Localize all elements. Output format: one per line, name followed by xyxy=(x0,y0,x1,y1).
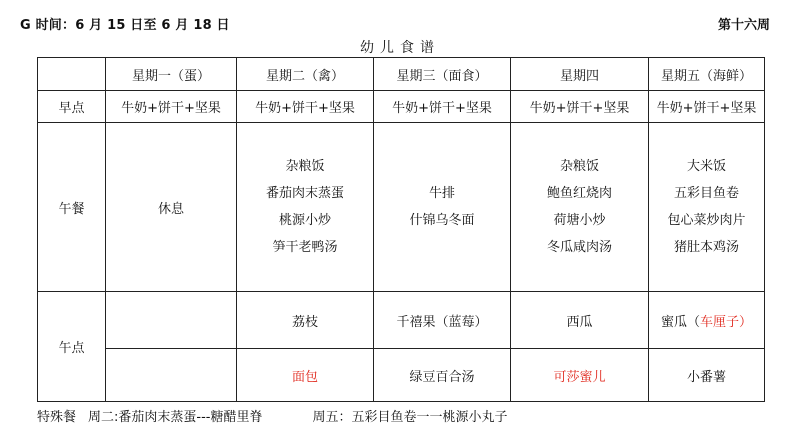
breakfast-tuesday: 牛奶+饼干+坚果 xyxy=(237,91,374,123)
special-meal-tuesday: 周二:番茄肉末蒸蛋---糖醋里脊 xyxy=(88,410,263,425)
breakfast-monday: 牛奶+饼干+坚果 xyxy=(106,91,237,123)
special-meal-friday: 周五：五彩目鱼卷一一桃源小丸子 xyxy=(312,410,508,425)
snack1-tuesday: 荔枝 xyxy=(237,292,374,349)
special-meal-note xyxy=(37,406,507,425)
snack2-wednesday: 绿豆百合汤 xyxy=(374,349,511,402)
lunch-thursday xyxy=(511,123,649,292)
lunch-thursday-dish: 荷塘小炒 xyxy=(553,213,606,228)
snack-row-2 xyxy=(38,349,765,402)
header-row xyxy=(38,58,765,91)
lunch-row xyxy=(38,123,765,292)
lunch-wednesday-dish: 什锦乌冬面 xyxy=(409,213,475,228)
lunch-monday: 休息 xyxy=(106,123,237,292)
snack1-friday-suffix: ） xyxy=(739,314,753,330)
lunch-wednesday xyxy=(374,123,511,292)
snack1-wednesday: 千禧果（蓝莓） xyxy=(374,292,511,349)
lunch-friday-dish: 猪肚本鸡汤 xyxy=(673,240,739,255)
lunch-tuesday-dish: 桃源小炒 xyxy=(278,213,331,228)
breakfast-thursday: 牛奶+饼干+坚果 xyxy=(511,91,649,123)
snack2-monday xyxy=(106,349,237,402)
snack1-friday-prefix: 蜜瓜（ xyxy=(660,314,700,330)
header-wednesday: 星期三（面食） xyxy=(374,58,511,91)
breakfast-row xyxy=(38,91,765,123)
breakfast-friday: 牛奶+饼干+坚果 xyxy=(649,91,765,123)
snack2-friday: 小番薯 xyxy=(649,349,765,402)
header-friday: 星期五（海鲜） xyxy=(649,58,765,91)
lunch-wednesday-dish: 牛排 xyxy=(428,186,455,201)
snack2-tuesday: 面包 xyxy=(237,349,374,402)
header-monday: 星期一（蛋） xyxy=(106,58,237,91)
header-thursday: 星期四 xyxy=(511,58,649,91)
snack-label: 午点 xyxy=(38,292,106,402)
lunch-label: 午餐 xyxy=(38,123,106,292)
header-corner-cell xyxy=(38,58,106,91)
lunch-thursday-dish: 杂粮饭 xyxy=(559,159,599,174)
lunch-friday-dish: 大米饭 xyxy=(686,159,726,174)
header-tuesday: 星期二（禽） xyxy=(237,58,374,91)
lunch-friday xyxy=(649,123,765,292)
snack1-friday-highlight: 车厘子 xyxy=(699,314,739,330)
snack1-friday xyxy=(649,292,765,349)
breakfast-wednesday: 牛奶+饼干+坚果 xyxy=(374,91,511,123)
breakfast-label: 早点 xyxy=(38,91,106,123)
lunch-tuesday-dish: 杂粮饭 xyxy=(285,159,325,174)
lunch-friday-dish: 包心菜炒肉片 xyxy=(667,213,746,228)
lunch-tuesday xyxy=(237,123,374,292)
lunch-friday-dish: 五彩目鱼卷 xyxy=(673,186,739,201)
snack1-monday xyxy=(106,292,237,349)
lunch-tuesday-dish: 笋干老鸭汤 xyxy=(272,240,338,255)
date-range: G 时间：6 月 15 日至 6 月 18 日 xyxy=(20,18,230,33)
lunch-thursday-dish: 鲍鱼红烧肉 xyxy=(546,186,612,201)
lunch-thursday-dish: 冬瓜咸肉汤 xyxy=(546,240,612,255)
menu-table xyxy=(37,57,765,402)
week-number: 第十六周 xyxy=(717,18,770,33)
special-meal-label: 特殊餐 xyxy=(37,410,77,425)
snack2-thursday: 可莎蜜儿 xyxy=(511,349,649,402)
snack1-thursday: 西瓜 xyxy=(511,292,649,349)
lunch-tuesday-dish: 番茄肉末蒸蛋 xyxy=(265,186,344,201)
snack-row-1 xyxy=(38,292,765,349)
page-title: 幼儿食谱 xyxy=(360,40,440,56)
